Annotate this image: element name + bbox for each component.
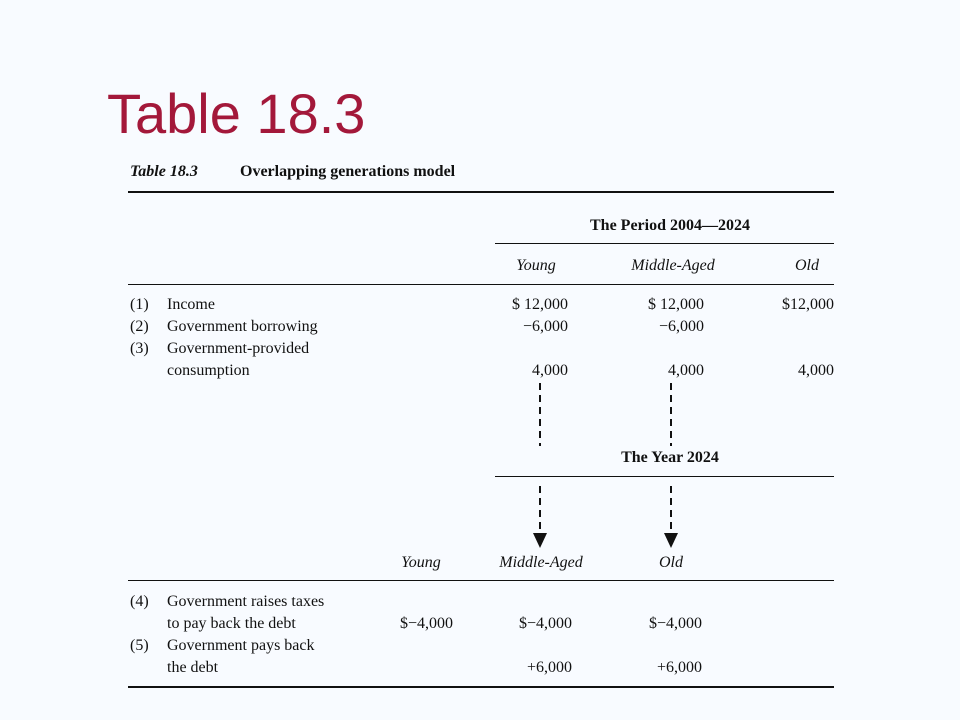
table-caption-title: Overlapping generations model <box>240 163 456 180</box>
year-col-middle-aged: Middle-Aged <box>499 554 583 571</box>
period-old-value: 4,000 <box>798 362 834 379</box>
row-number: (3) <box>130 340 149 357</box>
period-col-middle-aged: Middle-Aged <box>631 257 715 274</box>
row-number: (2) <box>130 318 149 335</box>
period-col-old: Old <box>795 257 819 274</box>
row-label: Government pays back <box>167 637 315 654</box>
row-number: (1) <box>130 296 149 313</box>
year-col-old: Old <box>659 554 683 571</box>
period-young-value: 4,000 <box>532 362 568 379</box>
period-middle-aged-value: 4,000 <box>668 362 704 379</box>
row-label-continuation: the debt <box>167 659 219 676</box>
year-young-value: $−4,000 <box>399 615 453 632</box>
row-label: Government-provided <box>167 340 310 357</box>
period-header: The Period 2004—2024 <box>590 217 750 234</box>
year-col-young: Young <box>401 554 441 571</box>
year-old-value: $−4,000 <box>648 615 702 632</box>
row-label: Government borrowing <box>167 318 318 335</box>
row-number: (4) <box>130 593 149 610</box>
period-young-value: $ 12,000 <box>512 296 568 313</box>
row-label: Income <box>167 296 215 313</box>
table-caption-number: Table 18.3 <box>130 163 198 180</box>
row-label-continuation: consumption <box>167 362 250 379</box>
period-middle-aged-value: $ 12,000 <box>648 296 704 313</box>
slide-title: Table 18.3 <box>107 82 366 145</box>
year-middle-aged-value: +6,000 <box>526 659 572 676</box>
arrowhead <box>533 533 547 548</box>
arrowhead <box>664 533 678 548</box>
year-middle-aged-value: $−4,000 <box>518 615 572 632</box>
period-young-value: −6,000 <box>522 318 568 335</box>
period-col-young: Young <box>516 257 556 274</box>
year-old-value: +6,000 <box>656 659 702 676</box>
period-old-value: $12,000 <box>782 296 834 313</box>
year-header: The Year 2024 <box>621 449 719 466</box>
row-label-continuation: to pay back the debt <box>167 615 296 632</box>
row-number: (5) <box>130 637 149 654</box>
row-label: Government raises taxes <box>167 593 325 610</box>
period-middle-aged-value: −6,000 <box>658 318 704 335</box>
